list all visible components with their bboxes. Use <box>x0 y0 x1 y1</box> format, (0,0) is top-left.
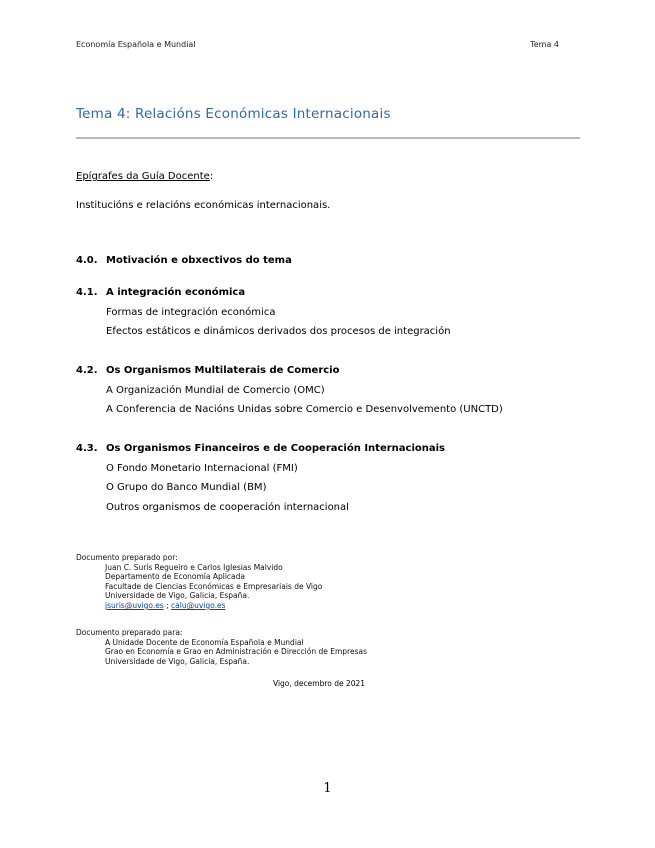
unit-line: A Unidade Docente de Economía Española e Mundial <box>105 637 304 647</box>
section-heading-4-2 <box>76 365 339 376</box>
section-item: A Conferencia de Nacións Unidas sobre Comercio e Desenvolvemento (UNCTD) <box>106 404 503 415</box>
department-line: Departamento de Economía Aplicada <box>105 572 246 582</box>
section-item: O Grupo do Banco Mundial (BM) <box>106 482 267 493</box>
section-number: 4.2. <box>76 365 98 376</box>
document-date: Vigo, decembro de 2021 <box>273 679 366 688</box>
section-title: Os Organismos Multilaterais de Comercio <box>106 365 340 376</box>
guide-text: Institucións e relacións económicas internacionais. <box>76 200 331 211</box>
section-item: O Fondo Monetario Internacional (FMI) <box>106 463 298 474</box>
section-item: Outros organismos de cooperación internacional <box>106 502 349 513</box>
university-line: Universidade de Vigo, Galicia, España. <box>105 656 250 666</box>
email-separator: ; <box>163 600 169 610</box>
section-title: Motivación e obxectivos do tema <box>106 255 292 266</box>
email-line <box>76 601 322 611</box>
prepared-for-label: Documento preparado para: <box>76 628 183 637</box>
faculty-line: Facultade de Ciencias Económicas e Empresariais de Vigo <box>105 581 323 591</box>
section-number: 4.0. <box>76 255 98 266</box>
prepared-by-block <box>76 553 322 611</box>
running-header-right: Tema 4 <box>530 40 559 49</box>
guide-label-colon: : <box>209 171 214 182</box>
section-heading-4-1 <box>76 287 245 298</box>
section-number: 4.3. <box>76 443 98 454</box>
email-link-calu[interactable]: calu@uvigo.es <box>171 600 226 610</box>
document-title: Tema 4: Relacións Económicas Internacionais <box>76 106 391 122</box>
guide-label-text: Epígrafes da Guía Docente <box>76 171 210 182</box>
section-heading-4-3 <box>76 443 445 454</box>
section-item: Formas de integración económica <box>106 307 276 318</box>
section-number: 4.1. <box>76 287 98 298</box>
university-line: Universidade de Vigo, Galicia, España. <box>105 591 250 601</box>
section-title: Os Organismos Financeiros e de Cooperación Internacionais <box>106 443 445 454</box>
section-title: A integración económica <box>106 287 246 298</box>
prepared-by-label: Documento preparado por: <box>76 553 178 562</box>
section-heading-4-0 <box>76 255 292 266</box>
author-line: Juan C. Surís Regueiro e Carlos Iglesias Malvido <box>105 562 283 572</box>
section-item: A Organización Mundial de Comercio (OMC) <box>106 385 325 396</box>
section-item: Efectos estáticos e dinámicos derivados dos procesos de integración <box>106 326 451 337</box>
guide-label <box>76 171 213 182</box>
degree-line: Grao en Economía e Grao en Administración e Dirección de Empresas <box>105 647 367 657</box>
title-divider <box>76 137 580 139</box>
prepared-for-block <box>76 628 367 666</box>
page-number: 1 <box>323 781 332 796</box>
running-header-left: Economía Española e Mundial <box>76 40 196 49</box>
email-link-jsuris[interactable]: jsuris@uvigo.es <box>105 600 164 610</box>
